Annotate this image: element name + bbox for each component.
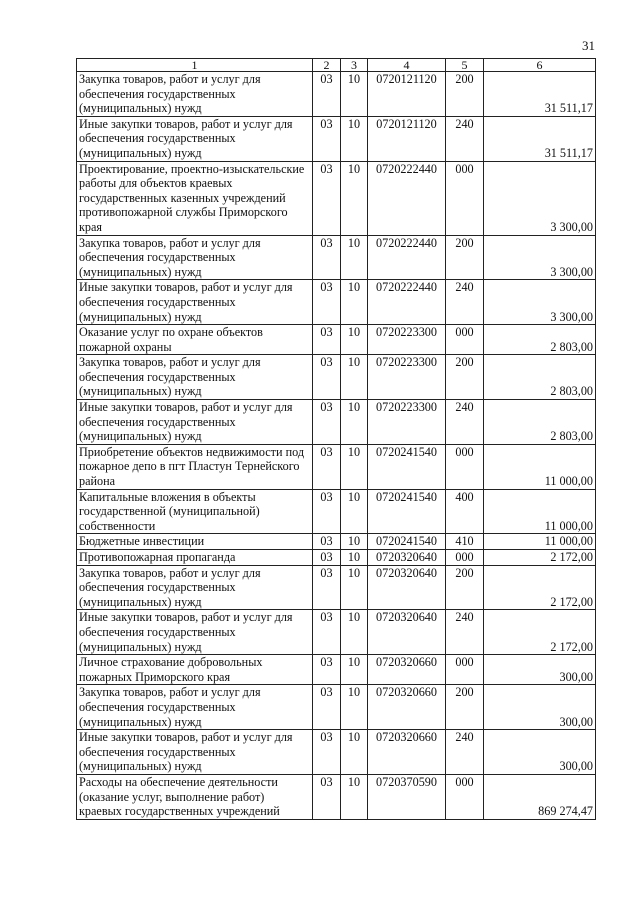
- table-row: [77, 400, 596, 445]
- row-section: 03: [313, 355, 341, 400]
- row-section: 03: [313, 161, 341, 235]
- row-expense-type: 200: [446, 235, 484, 280]
- table-row: [77, 655, 596, 685]
- table-row: [77, 534, 596, 550]
- row-expense-type: 400: [446, 489, 484, 534]
- row-target-code: 0720223300: [368, 325, 446, 355]
- row-amount: 2 803,00: [484, 400, 596, 445]
- row-subsection: 10: [341, 72, 368, 117]
- row-name: Иные закупки товаров, работ и услуг для обеспечения государственных (муниципальных) нужд: [77, 116, 313, 161]
- row-section: 03: [313, 685, 341, 730]
- row-expense-type: 000: [446, 774, 484, 819]
- row-section: 03: [313, 72, 341, 117]
- header-col-5: 5: [446, 59, 484, 72]
- row-amount: 3 300,00: [484, 235, 596, 280]
- row-subsection: 10: [341, 400, 368, 445]
- row-target-code: 0720320640: [368, 550, 446, 566]
- row-target-code: 0720241540: [368, 534, 446, 550]
- row-name: Закупка товаров, работ и услуг для обеспечения государственных (муниципальных) нужд: [77, 565, 313, 610]
- row-expense-type: 000: [446, 550, 484, 566]
- row-section: 03: [313, 489, 341, 534]
- row-section: 03: [313, 610, 341, 655]
- row-section: 03: [313, 730, 341, 775]
- row-amount: 300,00: [484, 655, 596, 685]
- header-col-6: 6: [484, 59, 596, 72]
- row-name: Закупка товаров, работ и услуг для обеспечения государственных (муниципальных) нужд: [77, 685, 313, 730]
- row-target-code: 0720320660: [368, 730, 446, 775]
- row-section: 03: [313, 550, 341, 566]
- row-subsection: 10: [341, 325, 368, 355]
- row-name: Капитальные вложения в объекты государственной (муниципальной) собственности: [77, 489, 313, 534]
- row-section: 03: [313, 235, 341, 280]
- table-row: [77, 489, 596, 534]
- row-subsection: 10: [341, 774, 368, 819]
- table-row: [77, 325, 596, 355]
- row-subsection: 10: [341, 280, 368, 325]
- row-expense-type: 000: [446, 161, 484, 235]
- row-expense-type: 240: [446, 116, 484, 161]
- row-subsection: 10: [341, 355, 368, 400]
- row-name: Закупка товаров, работ и услуг для обеспечения государственных (муниципальных) нужд: [77, 235, 313, 280]
- row-name: Приобретение объектов недвижимости под пожарное депо в пгт Пластун Тернейского района: [77, 444, 313, 489]
- row-name: Бюджетные инвестиции: [77, 534, 313, 550]
- row-expense-type: 240: [446, 400, 484, 445]
- row-name: Закупка товаров, работ и услуг для обеспечения государственных (муниципальных) нужд: [77, 355, 313, 400]
- row-subsection: 10: [341, 565, 368, 610]
- row-amount: 300,00: [484, 730, 596, 775]
- row-subsection: 10: [341, 235, 368, 280]
- row-amount: 11 000,00: [484, 534, 596, 550]
- table-row: [77, 685, 596, 730]
- row-subsection: 10: [341, 685, 368, 730]
- row-target-code: 0720320640: [368, 610, 446, 655]
- table-row: [77, 610, 596, 655]
- row-section: 03: [313, 655, 341, 685]
- row-section: 03: [313, 116, 341, 161]
- row-name: Личное страхование добровольных пожарных Приморского края: [77, 655, 313, 685]
- row-name: Проектирование, проектно-изыскательские работы для объектов краевых государственных казенных учреждений противопожарной службы Приморского края: [77, 161, 313, 235]
- table-row: [77, 565, 596, 610]
- row-expense-type: 200: [446, 72, 484, 117]
- row-subsection: 10: [341, 161, 368, 235]
- header-col-2: 2: [313, 59, 341, 72]
- row-amount: 11 000,00: [484, 444, 596, 489]
- row-expense-type: 240: [446, 280, 484, 325]
- row-expense-type: 000: [446, 655, 484, 685]
- row-name: Иные закупки товаров, работ и услуг для обеспечения государственных (муниципальных) нужд: [77, 610, 313, 655]
- row-amount: 2 803,00: [484, 325, 596, 355]
- header-col-3: 3: [341, 59, 368, 72]
- row-subsection: 10: [341, 489, 368, 534]
- row-amount: 31 511,17: [484, 116, 596, 161]
- row-expense-type: 200: [446, 565, 484, 610]
- row-subsection: 10: [341, 610, 368, 655]
- row-target-code: 0720223300: [368, 400, 446, 445]
- row-target-code: 0720320660: [368, 685, 446, 730]
- table-row: [77, 355, 596, 400]
- row-name: Расходы на обеспечение деятельности (оказание услуг, выполнение работ) краевых государственных учреждений: [77, 774, 313, 819]
- table-row: [77, 444, 596, 489]
- row-expense-type: 240: [446, 610, 484, 655]
- row-subsection: 10: [341, 116, 368, 161]
- header-row: [77, 59, 596, 72]
- row-target-code: 0720222440: [368, 235, 446, 280]
- table-row: [77, 730, 596, 775]
- row-target-code: 0720121120: [368, 116, 446, 161]
- row-target-code: 0720241540: [368, 489, 446, 534]
- row-expense-type: 000: [446, 325, 484, 355]
- row-section: 03: [313, 774, 341, 819]
- row-name: Противопожарная пропаганда: [77, 550, 313, 566]
- row-target-code: 0720370590: [368, 774, 446, 819]
- row-subsection: 10: [341, 655, 368, 685]
- row-section: 03: [313, 534, 341, 550]
- row-amount: 2 172,00: [484, 550, 596, 566]
- row-name: Иные закупки товаров, работ и услуг для обеспечения государственных (муниципальных) нужд: [77, 730, 313, 775]
- row-subsection: 10: [341, 730, 368, 775]
- row-target-code: 0720320660: [368, 655, 446, 685]
- row-amount: 3 300,00: [484, 161, 596, 235]
- row-target-code: 0720223300: [368, 355, 446, 400]
- row-subsection: 10: [341, 550, 368, 566]
- budget-table: [76, 58, 596, 820]
- header-col-1: 1: [77, 59, 313, 72]
- row-amount: 2 172,00: [484, 565, 596, 610]
- page-number: 31: [582, 38, 595, 53]
- row-name: Закупка товаров, работ и услуг для обеспечения государственных (муниципальных) нужд: [77, 72, 313, 117]
- row-section: 03: [313, 280, 341, 325]
- table-row: [77, 72, 596, 117]
- row-expense-type: 000: [446, 444, 484, 489]
- row-target-code: 0720121120: [368, 72, 446, 117]
- row-subsection: 10: [341, 534, 368, 550]
- row-amount: 2 172,00: [484, 610, 596, 655]
- table-row: [77, 280, 596, 325]
- header-col-4: 4: [368, 59, 446, 72]
- table-row: [77, 550, 596, 566]
- table-row: [77, 116, 596, 161]
- row-expense-type: 200: [446, 685, 484, 730]
- row-amount: 11 000,00: [484, 489, 596, 534]
- row-target-code: 0720241540: [368, 444, 446, 489]
- row-amount: 869 274,47: [484, 774, 596, 819]
- row-expense-type: 240: [446, 730, 484, 775]
- row-target-code: 0720222440: [368, 161, 446, 235]
- row-amount: 3 300,00: [484, 280, 596, 325]
- row-name: Иные закупки товаров, работ и услуг для обеспечения государственных (муниципальных) нужд: [77, 400, 313, 445]
- row-section: 03: [313, 565, 341, 610]
- table-row: [77, 774, 596, 819]
- row-amount: 300,00: [484, 685, 596, 730]
- row-target-code: 0720320640: [368, 565, 446, 610]
- row-expense-type: 410: [446, 534, 484, 550]
- row-subsection: 10: [341, 444, 368, 489]
- row-target-code: 0720222440: [368, 280, 446, 325]
- row-section: 03: [313, 400, 341, 445]
- table-row: [77, 161, 596, 235]
- row-name: Иные закупки товаров, работ и услуг для обеспечения государственных (муниципальных) нужд: [77, 280, 313, 325]
- row-name: Оказание услуг по охране объектов пожарной охраны: [77, 325, 313, 355]
- row-section: 03: [313, 325, 341, 355]
- row-expense-type: 200: [446, 355, 484, 400]
- row-amount: 2 803,00: [484, 355, 596, 400]
- table-row: [77, 235, 596, 280]
- row-amount: 31 511,17: [484, 72, 596, 117]
- row-section: 03: [313, 444, 341, 489]
